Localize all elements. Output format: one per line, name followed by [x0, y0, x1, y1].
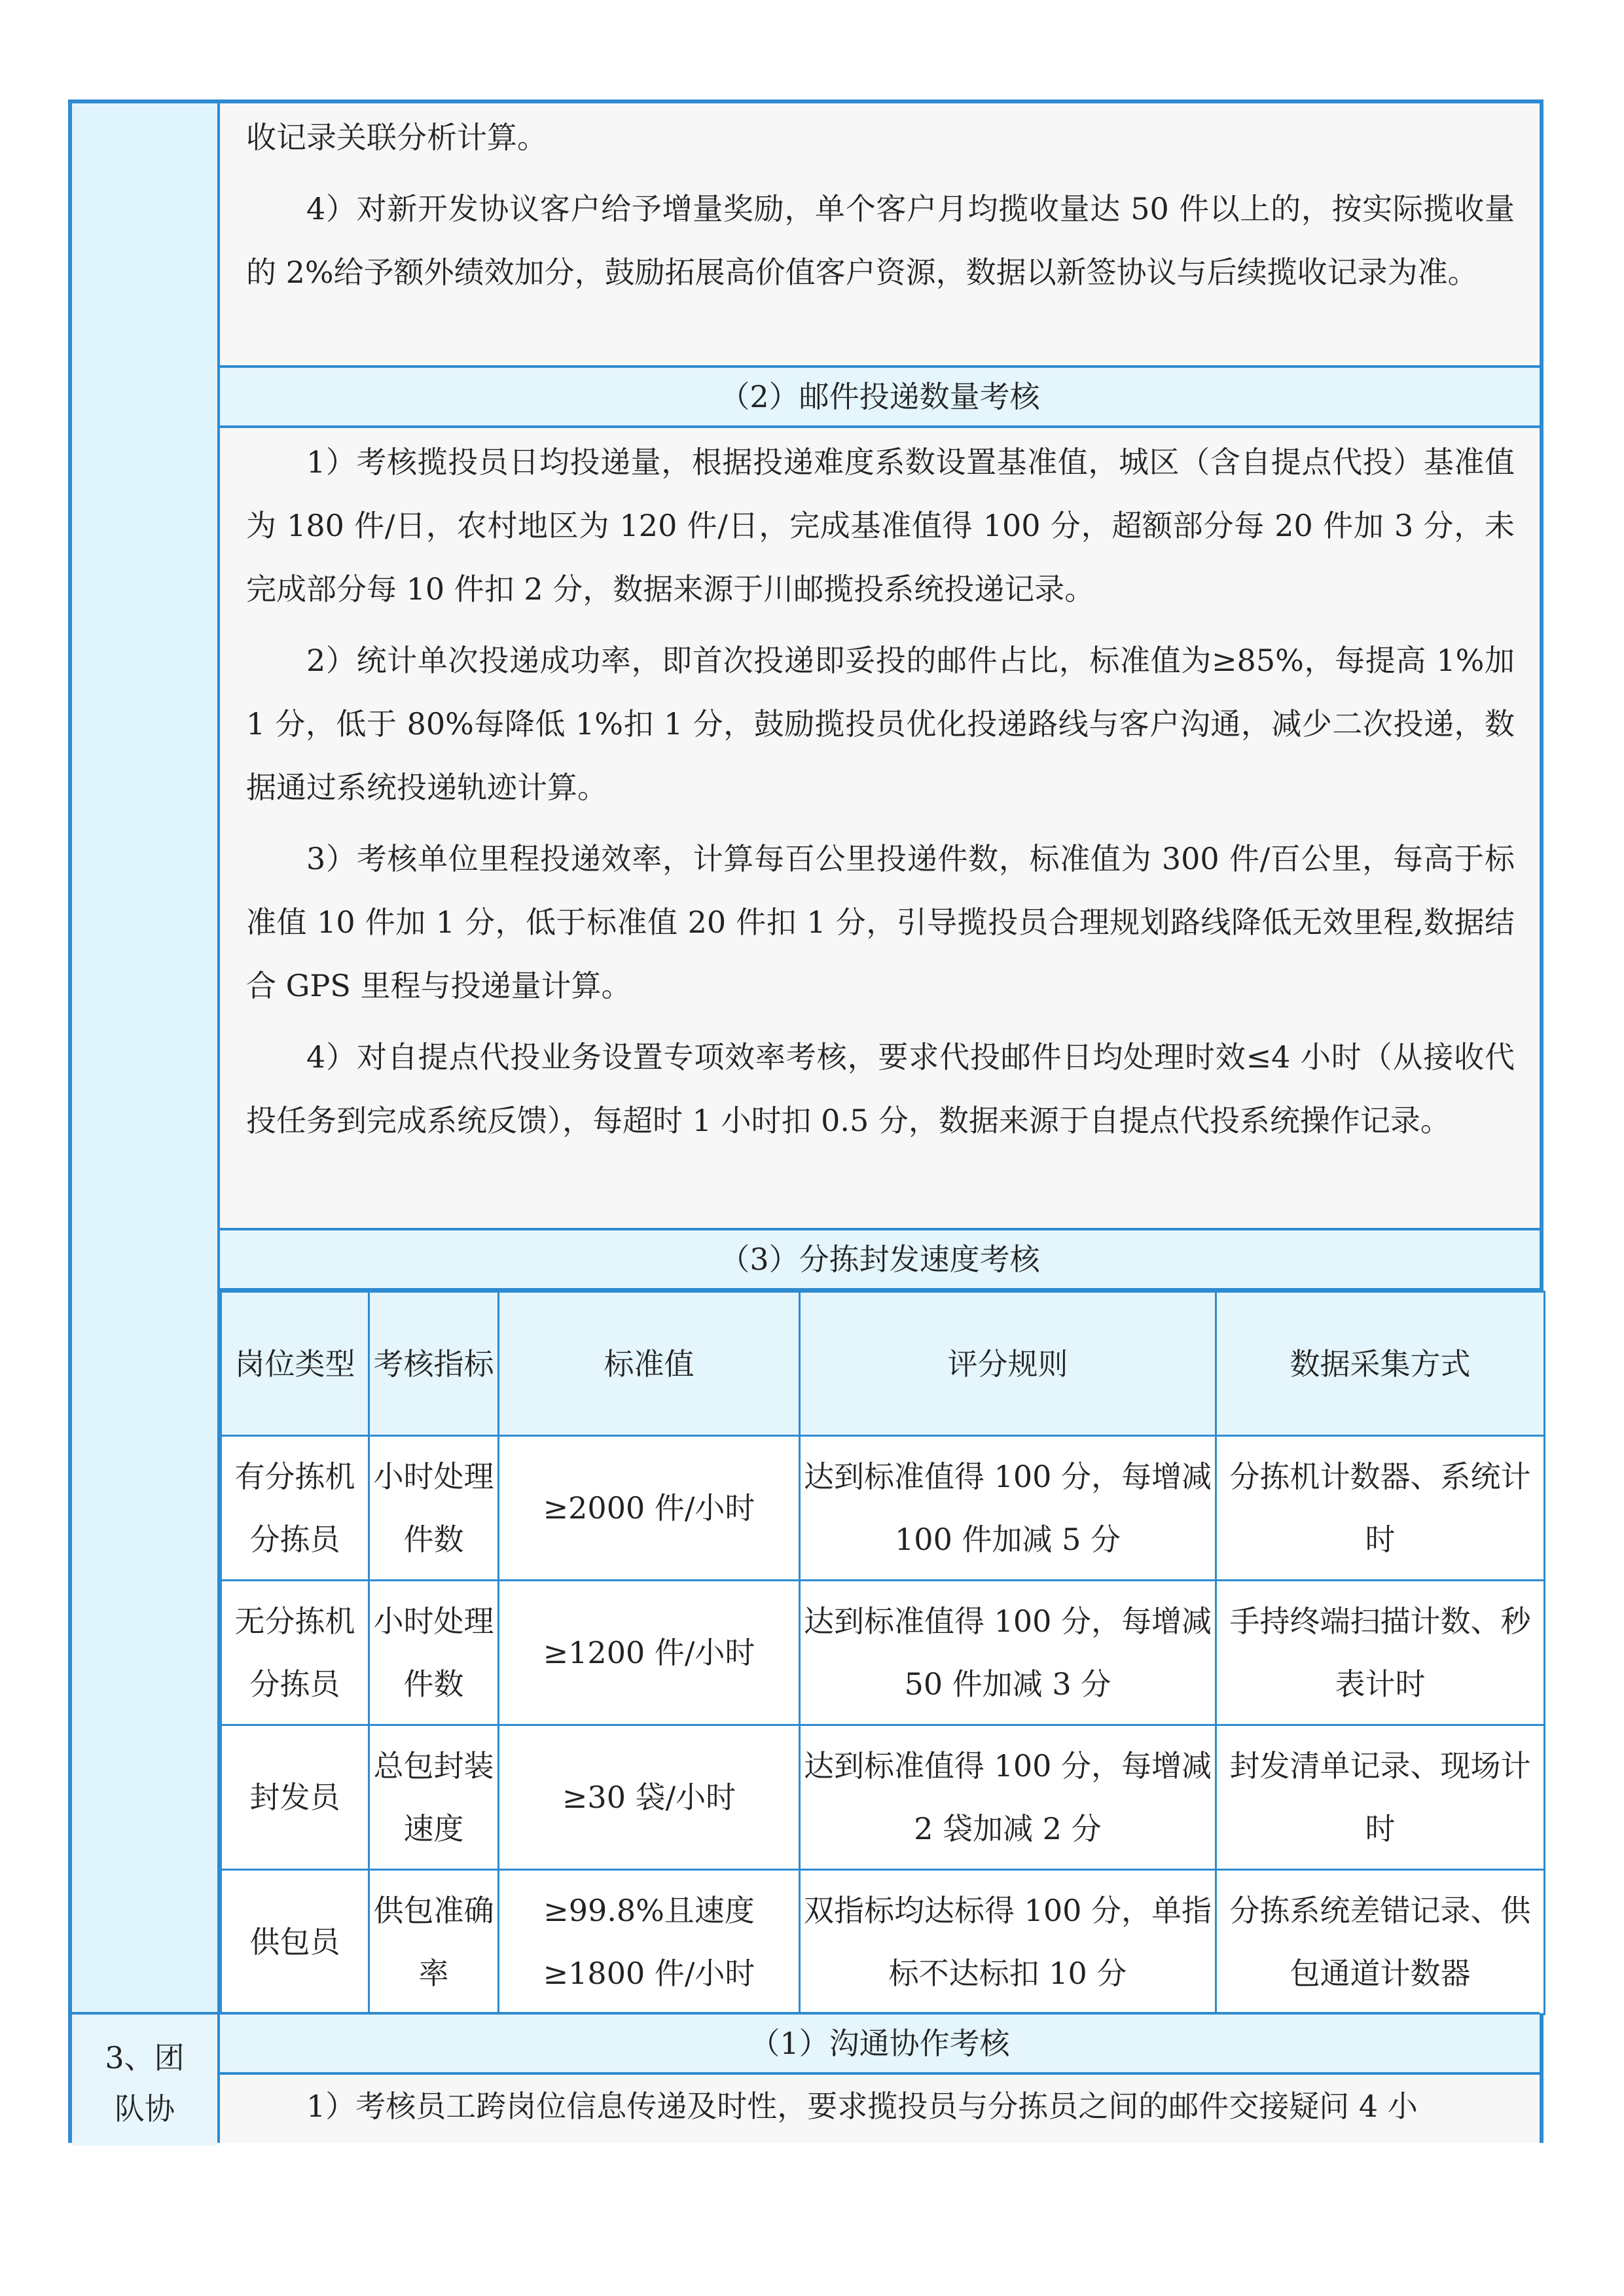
cell-standard: ≥2000 件/小时: [499, 1436, 800, 1581]
cell-collection: 分拣机计数器、系统计时: [1216, 1436, 1545, 1581]
cell-scoring: 双指标均达标得 100 分，单指标不达标扣 10 分: [800, 1870, 1216, 2015]
category-label-line2: 队协: [115, 2091, 175, 2126]
communication-heading: （1）沟通协作考核: [220, 2012, 1540, 2075]
delivery-heading: （2）邮件投递数量考核: [220, 365, 1540, 428]
cell-indicator: 小时处理件数: [369, 1581, 499, 1725]
collection-item-4: 4）对新开发协议客户给予增量奖励，单个客户月均揽收量达 50 件以上的，按实际揽收量的 2%给予额外绩效加分，鼓励拓展高价值客户资源，数据以新签协议与后续揽收记录为准。: [246, 191, 1515, 290]
cell-post-type: 封发员: [221, 1725, 369, 1870]
col-header-scoring: 评分规则: [800, 1292, 1216, 1436]
cell-scoring: 达到标准值得 100 分，每增减 100 件加减 5 分: [800, 1436, 1216, 1581]
communication-items-block: [220, 2075, 1540, 2143]
delivery-item-1: 1）考核揽投员日均投递量，根据投递难度系数设置基准值，城区（含自提点代投）基准值为 180 件/日，农村地区为 120 件/日，完成基准值得 100 分，超额部分每 20 件加 3 分，未完成部分每 10 件扣 2 分，数据来源于川邮揽投系统投递记录。: [246, 444, 1515, 607]
table-row: [221, 1436, 1545, 1581]
col-header-indicator: 考核指标: [369, 1292, 499, 1436]
table-header-row: [221, 1292, 1545, 1436]
collection-items-block: [220, 103, 1540, 365]
cell-post-type: 有分拣机分拣员: [221, 1436, 369, 1581]
communication-item-1: 1）考核员工跨岗位信息传递及时性，要求揽投员与分拣员之间的邮件交接疑问 4 小: [306, 2089, 1418, 2124]
category-column: [72, 103, 220, 2139]
cell-scoring: 达到标准值得 100 分，每增减 2 袋加减 2 分: [800, 1725, 1216, 1870]
cell-scoring: 达到标准值得 100 分，每增减 50 件加减 3 分: [800, 1581, 1216, 1725]
table-row: [221, 1725, 1545, 1870]
content-column: [220, 103, 1540, 2139]
delivery-item-2: 2）统计单次投递成功率，即首次投递即妥投的邮件占比，标准值为≥85%，每提高 1%加 1 分，低于 80%每降低 1%扣 1 分，鼓励揽投员优化投递路线与客户沟通，减少二次投递，数据通过系统投递轨迹计算。: [246, 643, 1515, 805]
cell-indicator: 小时处理件数: [369, 1436, 499, 1581]
cell-collection: 手持终端扫描计数、秒表计时: [1216, 1581, 1545, 1725]
table-row: [221, 1581, 1545, 1725]
category-label-line1: 3、团: [105, 2040, 185, 2075]
cell-indicator: 供包准确率: [369, 1870, 499, 2015]
cell-collection: 分拣系统差错记录、供包通道计数器: [1216, 1870, 1545, 2015]
delivery-items-block: [220, 428, 1540, 1228]
delivery-item-4: 4）对自提点代投业务设置专项效率考核，要求代投邮件日均处理时效≤4 小时（从接收代投任务到完成系统反馈），每超时 1 小时扣 0.5 分，数据来源于自提点代投系统操作记录。: [246, 1039, 1515, 1138]
col-header-standard: 标准值: [499, 1292, 800, 1436]
cell-standard: ≥30 袋/小时: [499, 1725, 800, 1870]
table-row: [221, 1870, 1545, 2015]
cell-standard: ≥99.8%且速度≥1800 件/小时: [499, 1870, 800, 2015]
cell-post-type: 无分拣机分拣员: [221, 1581, 369, 1725]
col-header-collection: 数据采集方式: [1216, 1292, 1545, 1436]
sorting-speed-table: [220, 1291, 1545, 2015]
delivery-item-3: 3）考核单位里程投递效率，计算每百公里投递件数，标准值为 300 件/百公里，每高于标准值 10 件加 1 分，低于标准值 20 件扣 1 分，引导揽投员合理规划路线降低无效里程,数据结合 GPS 里程与投递量计算。: [246, 841, 1515, 1003]
col-header-post-type: 岗位类型: [221, 1292, 369, 1436]
cell-collection: 封发清单记录、现场计时: [1216, 1725, 1545, 1870]
sorting-heading: （3）分拣封发速度考核: [220, 1228, 1540, 1291]
cell-indicator: 总包封装速度: [369, 1725, 499, 1870]
assessment-table-frame: [68, 99, 1543, 2143]
cell-post-type: 供包员: [221, 1870, 369, 2015]
category-cell-team: [72, 2012, 217, 2145]
cell-standard: ≥1200 件/小时: [499, 1581, 800, 1725]
collection-continuation: 收记录关联分析计算。: [246, 120, 547, 155]
